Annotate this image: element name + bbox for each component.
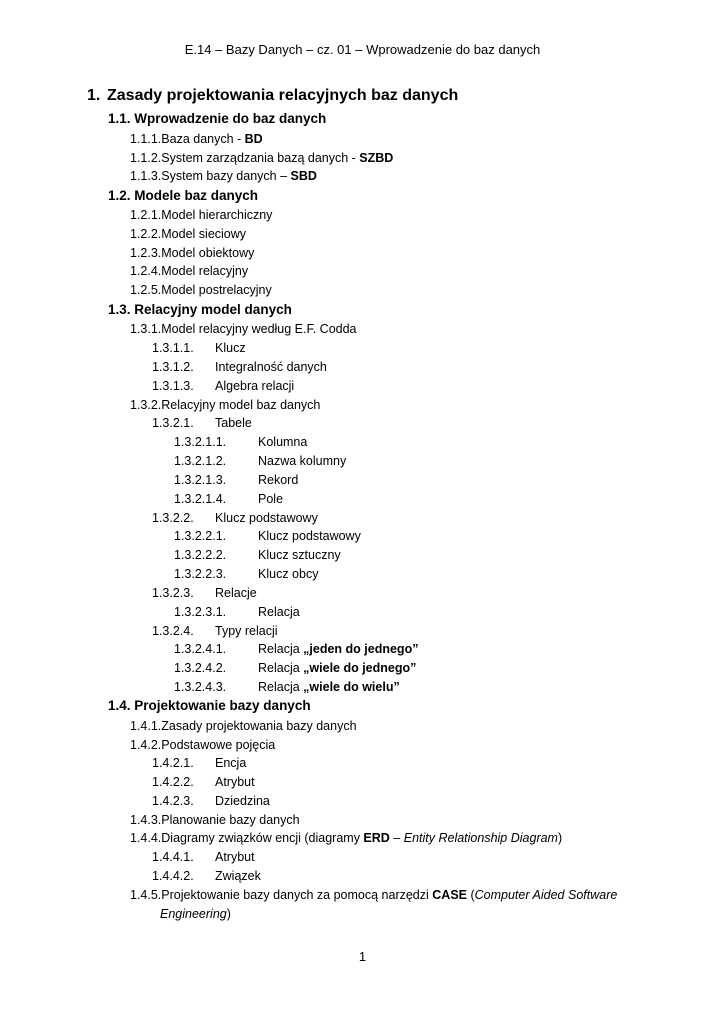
toc-entry-text: Dziedzina <box>215 794 270 808</box>
toc-entry-number: 1.3.2.3. <box>152 586 194 600</box>
toc-entry-separator: – <box>389 831 404 845</box>
toc-entry-text: Kolumna <box>258 435 308 449</box>
toc-entry-1-4-4-2 <box>152 869 261 883</box>
toc-entry-1-4-5 <box>130 888 617 902</box>
toc-entry-1-3-1-3 <box>152 379 294 393</box>
toc-entry-text: Relacja <box>258 680 304 694</box>
toc-entry-text: Klucz sztuczny <box>258 548 341 562</box>
toc-entry-1-4-2: 1.4.2.Podstawowe pojęcia <box>130 738 276 752</box>
toc-entry-bold: ERD <box>363 831 390 845</box>
toc-entry-separator: ( <box>467 888 475 902</box>
toc-entry-1-3-2-2-3 <box>174 567 318 581</box>
toc-entry-1-1-1 <box>130 132 263 146</box>
toc-entry-text: Klucz obcy <box>258 567 319 581</box>
toc-entry-tail: ) <box>557 831 563 845</box>
toc-entry-number: 1.3.2.4. <box>152 624 194 638</box>
toc-entry-number: 1.3.2.3.1. <box>174 605 227 619</box>
toc-entry-1-2-4: 1.2.4.Model relacyjny <box>130 264 249 278</box>
toc-entry-italic: Computer Aided Software <box>474 888 618 902</box>
toc-entry-text: 1.1.1.Baza danych - <box>130 132 245 146</box>
toc-entry-number: 1.3.2.1.3. <box>174 473 227 487</box>
toc-entry-text: Związek <box>215 869 261 883</box>
toc-entry-number: 1.4.4.2. <box>152 869 194 883</box>
toc-entry-bold: SBD <box>290 169 317 183</box>
toc-entry-number: 1.3.2.1. <box>152 416 194 430</box>
toc-entry-text: Tabele <box>215 416 252 430</box>
toc-entry-1-3-2-2 <box>152 511 318 525</box>
toc-entry-text: 1.1.2.System zarządzania bazą danych - <box>130 151 360 165</box>
toc-entry-text: Klucz podstawowy <box>215 511 318 525</box>
toc-entry-bold: SZBD <box>359 151 394 165</box>
toc-entry-number: 1.3.2.1.1. <box>174 435 227 449</box>
toc-entry-number: 1.3.2.1.2. <box>174 454 227 468</box>
toc-entry-tail: ) <box>226 907 231 921</box>
toc-entry-1-3-2-2-1 <box>174 529 361 543</box>
toc-entry-1-3-2-3-1 <box>174 605 300 619</box>
toc-entry-bold: „wiele do jednego” <box>303 661 417 675</box>
toc-entry-text: Encja <box>215 756 247 770</box>
toc-entry-1-1-3 <box>130 169 317 183</box>
toc-entry-1-3-2-2-2 <box>174 548 341 562</box>
page-number: 1 <box>358 949 367 964</box>
toc-entry-1-3-2-4-1 <box>174 642 418 656</box>
toc-entry-number: 1.3.2.4.2. <box>174 661 227 675</box>
toc-entry-number: 1.3.1.1. <box>152 341 194 355</box>
toc-entry-text: Klucz podstawowy <box>258 529 361 543</box>
toc-entry-number: 1.3.2.4.3. <box>174 680 227 694</box>
toc-entry-bold: „jeden do jednego” <box>303 642 419 656</box>
toc-heading-text: Zasady projektowania relacyjnych baz danych <box>107 87 459 104</box>
toc-entry-1-4-3: 1.4.3.Planowanie bazy danych <box>130 813 300 827</box>
toc-entry-text: Relacja <box>258 661 304 675</box>
toc-entry-number: 1.3.1.3. <box>152 379 194 393</box>
toc-entry-1-3-2-1-2 <box>174 454 346 468</box>
toc-entry-bold: CASE <box>432 888 467 902</box>
toc-entry-number: 1.3.2.2.3. <box>174 567 227 581</box>
toc-entry-italic: Entity Relationship Diagram <box>403 831 558 845</box>
toc-entry-text: 1.1.3.System bazy danych – <box>130 169 291 183</box>
toc-entry-1-4-1: 1.4.1.Zasady projektowania bazy danych <box>130 719 357 733</box>
toc-entry-1-3-1-2 <box>152 360 327 374</box>
toc-entry-1-4-2-1 <box>152 756 246 770</box>
toc-entry-text: Typy relacji <box>215 624 278 638</box>
toc-entry-text: Algebra relacji <box>215 379 295 393</box>
toc-entry-text: 1.4.5.Projektowanie bazy danych za pomocą narzędzi <box>130 888 433 902</box>
toc-entry-text: Nazwa kolumny <box>258 454 347 468</box>
toc-entry-text: Integralność danych <box>215 360 327 374</box>
toc-entry-1-3-2-3 <box>152 586 257 600</box>
toc-entry-text: Relacje <box>215 586 257 600</box>
toc-entry-1-3: 1.3. Relacyjny model danych <box>108 302 292 317</box>
toc-entry-1-1-2 <box>130 151 393 165</box>
toc-entry-bold: BD <box>244 132 263 146</box>
toc-entry-text: Klucz <box>215 341 246 355</box>
toc-entry-1-3-2-4-3 <box>174 680 400 694</box>
toc-entry-1-1: 1.1. Wprowadzenie do baz danych <box>108 111 327 126</box>
toc-entry-1-2-5: 1.2.5.Model postrelacyjny <box>130 283 272 297</box>
toc-entry-1-3-1-1 <box>152 341 246 355</box>
toc-entry-1-4-5-continuation <box>160 907 231 921</box>
toc-heading-number: 1. <box>87 87 101 104</box>
toc-entry-number: 1.4.2.3. <box>152 794 194 808</box>
toc-entry-1-2-1: 1.2.1.Model hierarchiczny <box>130 208 273 222</box>
toc-entry-number: 1.3.2.2.2. <box>174 548 227 562</box>
toc-entry-text: Pole <box>258 492 284 506</box>
toc-entry-number: 1.3.2.1.4. <box>174 492 227 506</box>
toc-entry-1-3-2: 1.3.2.Relacyjny model baz danych <box>130 398 321 412</box>
toc-entry-1-4-2-3 <box>152 794 270 808</box>
toc-entry-bold: „wiele do wielu” <box>303 680 400 694</box>
toc-entry-text: 1.4.4.Diagramy związków encji (diagramy <box>130 831 364 845</box>
toc-entry-1-2: 1.2. Modele baz danych <box>108 188 259 203</box>
toc-entry-text: Relacja <box>258 642 304 656</box>
toc-entry-text: Relacja <box>258 605 300 619</box>
toc-entry-1-3-2-4 <box>152 624 278 638</box>
toc-entry-text: Atrybut <box>215 775 255 789</box>
toc-entry-1-3-2-1-1 <box>174 435 307 449</box>
toc-entry-1-4-4-1 <box>152 850 255 864</box>
toc-entry-number: 1.3.2.2.1. <box>174 529 227 543</box>
toc-entry-1-3-2-1-4 <box>174 492 283 506</box>
toc-entry-text: Atrybut <box>215 850 255 864</box>
toc-entry-1-4: 1.4. Projektowanie bazy danych <box>108 698 311 713</box>
toc-entry-1-2-2: 1.2.2.Model sieciowy <box>130 227 247 241</box>
page-header: E.14 – Bazy Danych – cz. 01 – Wprowadzenie do baz danych <box>184 42 541 57</box>
toc-heading-1 <box>87 87 458 105</box>
toc-entry-number: 1.3.1.2. <box>152 360 194 374</box>
toc-entry-1-3-1: 1.3.1.Model relacyjny według E.F. Codda <box>130 322 357 336</box>
toc-entry-number: 1.3.2.2. <box>152 511 194 525</box>
toc-entry-1-3-2-1-3 <box>174 473 298 487</box>
toc-entry-number: 1.4.2.1. <box>152 756 194 770</box>
toc-entry-1-4-2-2 <box>152 775 255 789</box>
toc-entry-1-4-4 <box>130 831 562 845</box>
toc-entry-1-3-2-4-2 <box>174 661 416 675</box>
toc-entry-number: 1.4.2.2. <box>152 775 194 789</box>
toc-entry-text: Rekord <box>258 473 299 487</box>
toc-entry-number: 1.3.2.4.1. <box>174 642 227 656</box>
toc-entry-1-2-3: 1.2.3.Model obiektowy <box>130 246 255 260</box>
toc-entry-1-3-2-1 <box>152 416 252 430</box>
toc-entry-number: 1.4.4.1. <box>152 850 194 864</box>
toc-entry-italic: Engineering <box>160 907 227 921</box>
